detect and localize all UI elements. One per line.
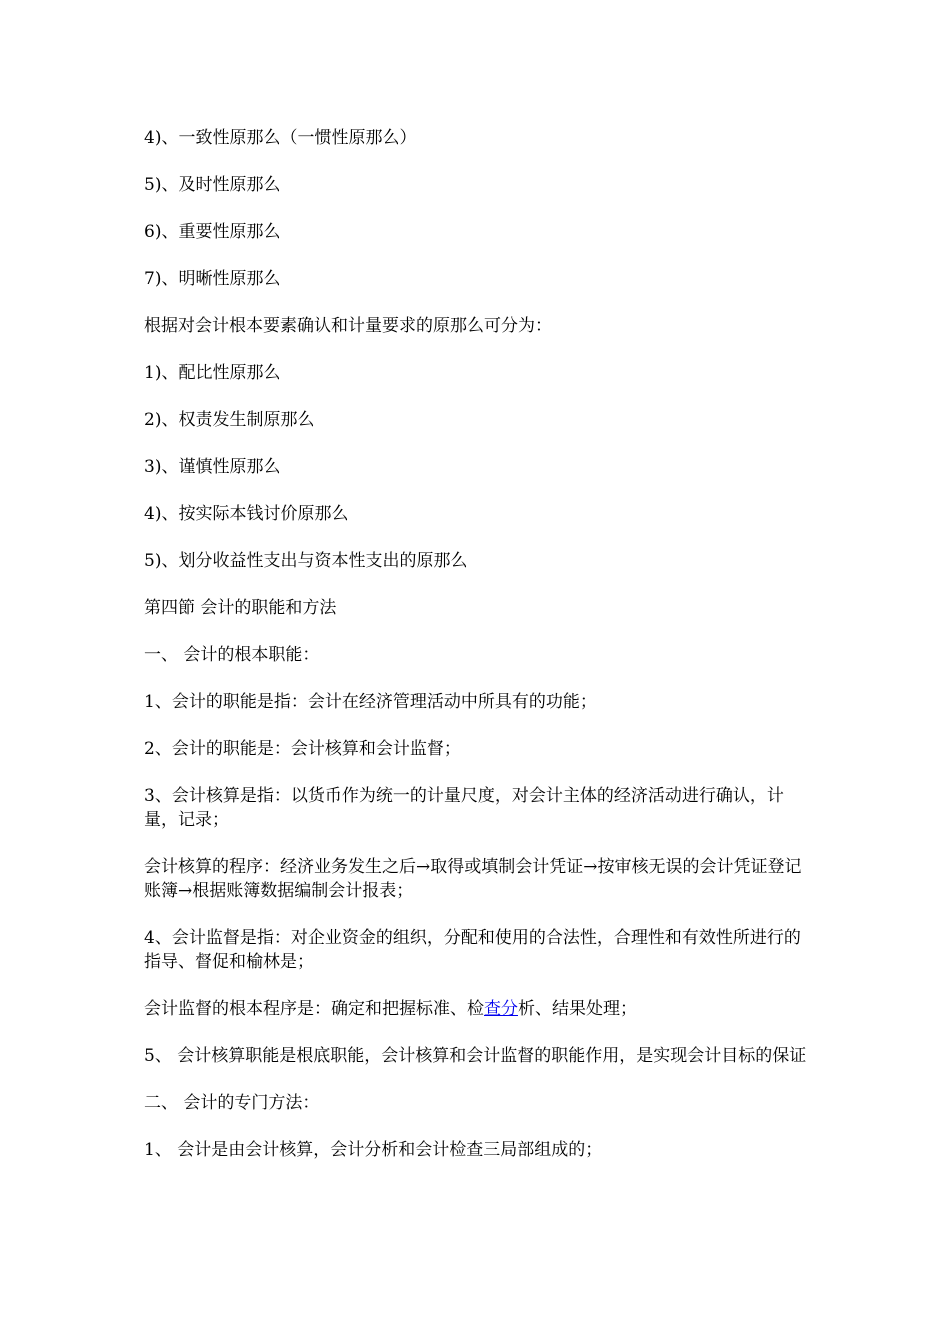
paragraph: 1、 会计是由会计核算，会计分析和会计检查三局部组成的； [144, 1140, 603, 1160]
paragraph: 根据对会计根本要素确认和计量要求的原那么可分为： [144, 316, 552, 336]
paragraph: 1、会计的职能是指：会计在经济管理活动中所具有的功能； [144, 692, 597, 712]
document-page [144, 126, 808, 1185]
inline-link[interactable]: 查分 [484, 999, 518, 1019]
subsection-heading: 二、 会计的专门方法： [144, 1093, 320, 1113]
paragraph: 4)、按实际本钱讨价原那么 [144, 504, 349, 524]
paragraph: 3、会计核算是指：以货币作为统一的计量尺度，对会计主体的经济活动进行确认，计量，记录； [144, 786, 784, 830]
paragraph-with-link [144, 997, 808, 1021]
paragraph: 4、会计监督是指：对企业资金的组织，分配和使用的合法性，合理性和有效性所进行的指导、督促和榆林是； [144, 928, 801, 972]
subsection-heading: 一、 会计的根本职能： [144, 645, 320, 665]
paragraph: 6)、重要性原那么 [144, 222, 281, 242]
paragraph: 3)、谨慎性原那么 [144, 457, 281, 477]
paragraph: 5)、及时性原那么 [144, 175, 281, 195]
paragraph: 5、 会计核算职能是根底职能，会计核算和会计监督的职能作用，是实现会计目标的保证 [144, 1046, 807, 1066]
paragraph-text: 会计监督的根本程序是：确定和把握标准、检 [144, 999, 484, 1019]
paragraph: 1)、配比性原那么 [144, 363, 281, 383]
paragraph: 5)、划分收益性支出与资本性支出的原那么 [144, 551, 468, 571]
paragraph: 4)、一致性原那么（一惯性原那么） [144, 128, 417, 148]
paragraph-text: 析、结果处理； [518, 999, 637, 1019]
paragraph: 2、会计的职能是：会计核算和会计监督； [144, 739, 461, 759]
paragraph: 7)、明晰性原那么 [144, 269, 281, 289]
paragraph: 2)、权责发生制原那么 [144, 410, 315, 430]
section-heading: 第四節 会计的职能和方法 [144, 598, 337, 618]
paragraph: 会计核算的程序：经济业务发生之后→取得或填制会计凭证→按审核无误的会计凭证登记账簿→根据账簿数据编制会计报表； [144, 857, 802, 901]
